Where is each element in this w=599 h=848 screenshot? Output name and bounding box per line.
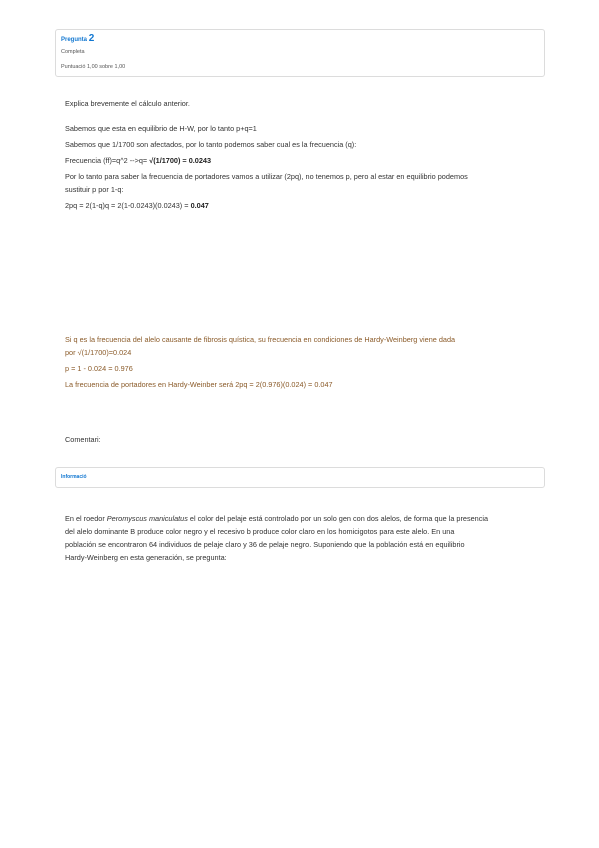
answer-line-1: Sabemos que esta en equilibrio de H-W, por lo tanto p+q=1: [65, 124, 257, 133]
info-text-line-1-pre: En el roedor: [65, 514, 107, 523]
answer-line-2: Sabemos que 1/1700 son afectados, por lo tanto podemos saber cual es la frecuencia (q):: [65, 140, 357, 149]
answer-line-3-result: √(1/1700) = 0.0243: [149, 156, 212, 165]
feedback-line-2: por √(1/1700)=0.024: [65, 348, 132, 357]
info-box: [55, 467, 545, 488]
info-text-line-1-post: el color del pelaje está controlado por un solo gen con dos alelos, de forma que la presencia: [187, 514, 489, 523]
species-name: Peromyscus maniculatus: [106, 514, 188, 523]
question-info-box: [55, 29, 545, 77]
feedback-line-1: Si q es la frecuencia del alelo causante de fibrosis quística, su frecuencia en condiciones de Hardy-Weinberg viene dada: [65, 335, 456, 344]
answer-line-5-text: 2pq = 2(1-q)q = 2(1-0.0243)(0.0243) =: [65, 201, 191, 210]
answer-line-5-result: 0.047: [190, 201, 209, 210]
answer-line-4b: sustituir p por 1-q:: [65, 185, 124, 194]
answer-prompt: Explica brevemente el cálculo anterior.: [65, 99, 190, 108]
info-text-line-3: población se encontraron 64 individuos de pelaje claro y 36 de pelaje negro. Suponiendo que la población está en equilibrio: [65, 540, 465, 549]
info-text-line-4: Hardy-Weinberg en esta generación, se pregunta:: [65, 553, 227, 562]
question-grade: Puntuació 1,00 sobre 1,00: [61, 64, 126, 70]
info-label: Informació: [61, 474, 87, 480]
answer-line-4a: Por lo tanto para saber la frecuencia de portadores vamos a utilizar (2pq), no tenemos p, pero al estar en equilibrio podemos: [65, 172, 468, 181]
question-state: Completa: [61, 49, 85, 55]
feedback-line-3: p = 1 - 0.024 = 0.976: [65, 364, 133, 373]
info-text-line-1: [65, 514, 488, 523]
answer-line-3: [65, 156, 211, 165]
question-label: Pregunta: [61, 37, 88, 43]
feedback-line-4: La frecuencia de portadores en Hardy-Weinber será 2pq = 2(0.976)(0.024) = 0.047: [65, 380, 333, 389]
comment-label: Comentari:: [65, 435, 101, 444]
answer-line-5: [65, 201, 209, 210]
info-text-line-2: del alelo dominante B produce color negro y el recesivo b produce color claro en los homicigotos para este alelo. En una: [65, 527, 455, 536]
question-title: [61, 33, 94, 44]
question-number: 2: [88, 33, 95, 44]
answer-line-3-text: Frecuencia (ff)=q^2 -->q=: [65, 156, 150, 165]
